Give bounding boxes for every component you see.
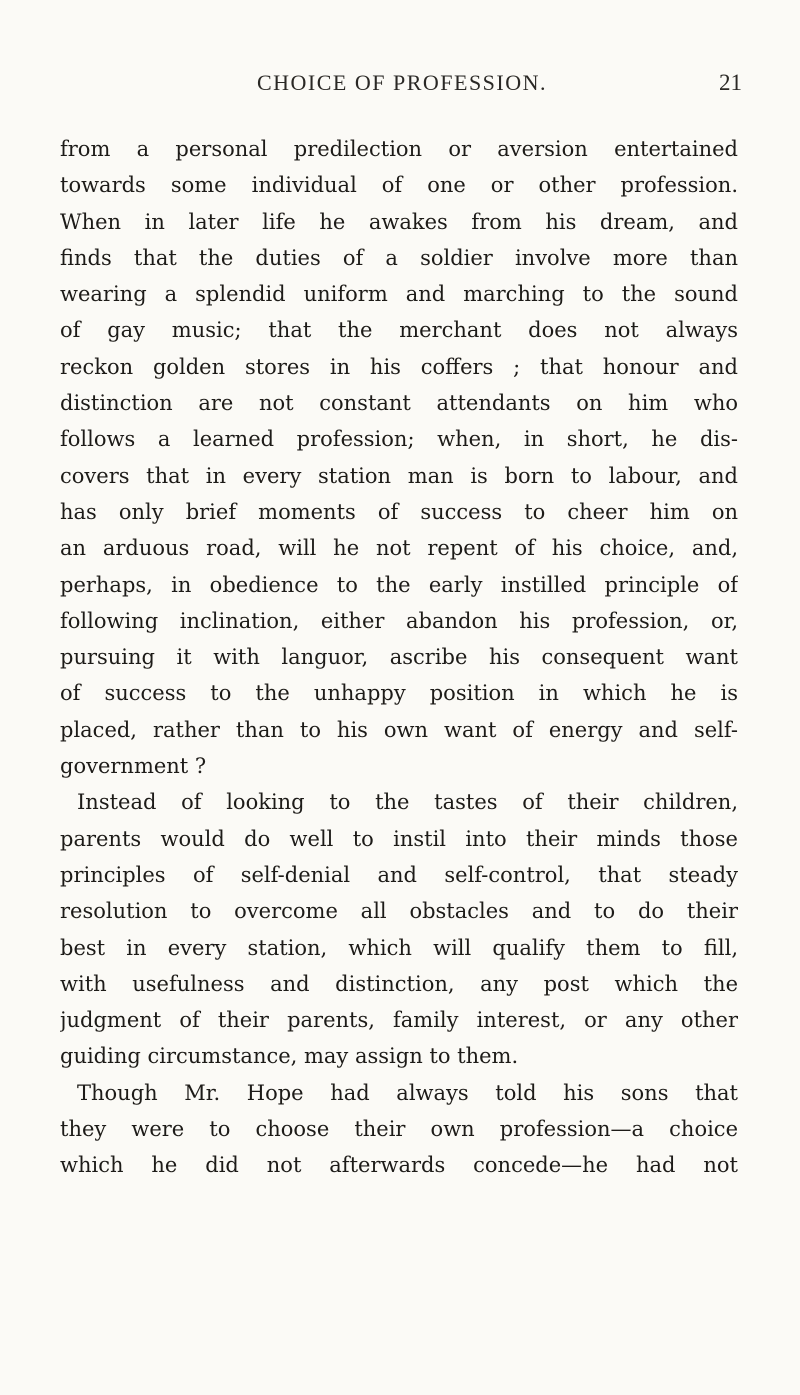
text-line: pursuing it with languor, ascribe his consequent want bbox=[60, 645, 738, 670]
paragraph-start-line: Though Mr. Hope had always told his sons that bbox=[77, 1080, 738, 1105]
text-line: perhaps, in obedience to the early instilled principle of bbox=[60, 572, 738, 597]
text-line: which he did not afterwards concede—he had not bbox=[60, 1153, 738, 1178]
paragraph-end-line: guiding circumstance, may assign to them. bbox=[60, 1044, 519, 1069]
text-line: best in every station, which will qualify them to fill, bbox=[60, 935, 738, 960]
text-line: covers that in every station man is born to labour, and bbox=[60, 463, 738, 488]
paragraph-end-line: government ? bbox=[60, 754, 207, 779]
text-line: placed, rather than to his own want of energy and self- bbox=[60, 717, 738, 742]
text-line: judgment of their parents, family interest, or any other bbox=[60, 1008, 738, 1033]
text-line: wearing a splendid uniform and marching to the sound bbox=[60, 282, 738, 307]
text-line: of success to the unhappy position in which he is bbox=[60, 681, 738, 706]
text-line: resolution to overcome all obstacles and to do their bbox=[60, 899, 738, 924]
text-line: reckon golden stores in his coffers ; that honour and bbox=[60, 354, 738, 379]
text-line: principles of self-denial and self-control, that steady bbox=[60, 862, 738, 887]
text-line: they were to choose their own profession—a choice bbox=[60, 1117, 738, 1142]
text-line: towards some individual of one or other profession. bbox=[60, 173, 738, 198]
text-line: finds that the duties of a soldier involve more than bbox=[60, 245, 738, 270]
text-line: following inclination, either abandon his profession, or, bbox=[60, 608, 738, 633]
text-line: from a personal predilection or aversion entertained bbox=[60, 137, 738, 161]
text-line: distinction are not constant attendants on him who bbox=[60, 391, 738, 416]
paragraph-start-line: Instead of looking to the tastes of their children, bbox=[77, 790, 738, 815]
text-line: of gay music; that the merchant does not always bbox=[60, 318, 738, 343]
running-head bbox=[62, 70, 742, 106]
running-title: CHOICE OF PROFESSION. bbox=[256, 70, 548, 95]
text-line: follows a learned profession; when, in short, he dis- bbox=[60, 427, 738, 452]
text-line: with usefulness and distinction, any post which the bbox=[60, 971, 738, 996]
text-line: parents would do well to instil into their minds those bbox=[60, 826, 738, 851]
page-number: 21 bbox=[719, 70, 742, 95]
text-line: When in later life he awakes from his dream, and bbox=[60, 209, 738, 234]
text-line: has only brief moments of success to cheer him on bbox=[60, 499, 738, 524]
body-text bbox=[60, 131, 738, 1184]
text-line: an arduous road, will he not repent of his choice, and, bbox=[60, 536, 738, 561]
